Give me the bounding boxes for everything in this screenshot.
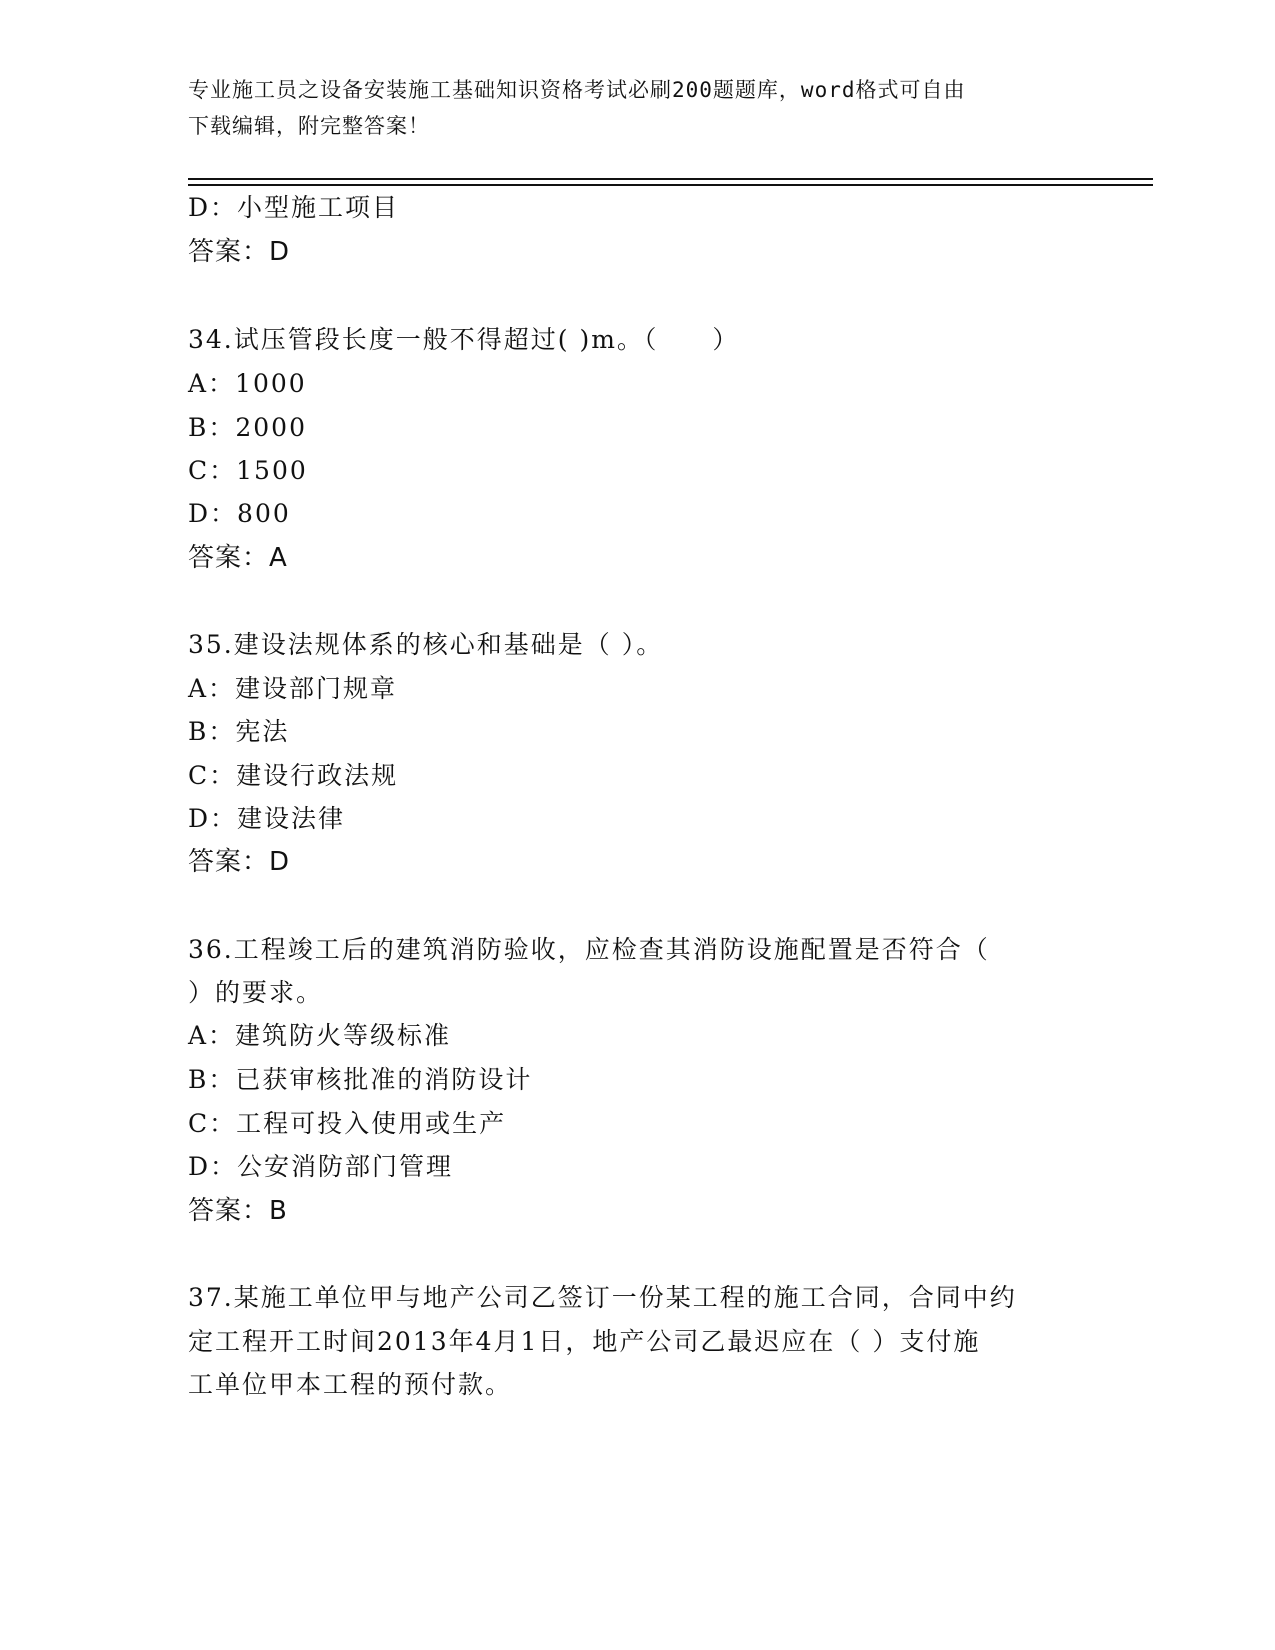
q35-answer: 答案：D — [188, 847, 291, 877]
q37-stem-line-3: 工单位甲本工程的预付款。 — [188, 1370, 513, 1399]
q35-option-d: D：建设法律 — [188, 804, 346, 833]
q36-option-b: B：已获审核批准的消防设计 — [188, 1065, 533, 1094]
q36-option-a: A：建筑防火等级标准 — [188, 1021, 452, 1050]
q36-stem-line-1: 36.工程竣工后的建筑消防验收，应检查其消防设施配置是否符合（ — [188, 935, 990, 964]
q34-option-d: D：800 — [188, 499, 291, 528]
q36-stem-line-2: ）的要求。 — [188, 978, 324, 1007]
q34-option-b: B：2000 — [188, 413, 307, 442]
q36-option-d: D：公安消防部门管理 — [188, 1152, 454, 1181]
q33-answer: 答案：D — [188, 237, 291, 267]
header-line-2: 下载编辑，附完整答案！ — [188, 114, 430, 138]
q35-option-b: B：宪法 — [188, 717, 290, 746]
header-divider-top — [188, 178, 1153, 180]
q37-stem-line-2: 定工程开工时间2013年4月1日，地产公司乙最迟应在（ ）支付施 — [188, 1327, 981, 1356]
q36-answer: 答案：B — [188, 1196, 288, 1226]
q33-option-d: D：小型施工项目 — [188, 193, 400, 222]
page-header — [188, 72, 1088, 144]
q34-stem: 34.试压管段长度一般不得超过( )m。（ ） — [188, 325, 740, 354]
q36-option-c: C：工程可投入使用或生产 — [188, 1109, 507, 1138]
q34-option-a: A：1000 — [188, 369, 307, 398]
q35-option-c: C：建设行政法规 — [188, 761, 399, 790]
q34-option-c: C：1500 — [188, 456, 308, 485]
header-line-1: 专业施工员之设备安装施工基础知识资格考试必刷200题题库，word格式可自由 — [188, 78, 966, 102]
q35-option-a: A：建设部门规章 — [188, 674, 398, 703]
q37-stem-line-1: 37.某施工单位甲与地产公司乙签订一份某工程的施工合同，合同中约 — [188, 1283, 1017, 1312]
q34-answer: 答案：A — [188, 543, 288, 573]
q35-stem: 35.建设法规体系的核心和基础是（ ）。 — [188, 630, 664, 659]
header-divider-bottom — [188, 184, 1153, 186]
